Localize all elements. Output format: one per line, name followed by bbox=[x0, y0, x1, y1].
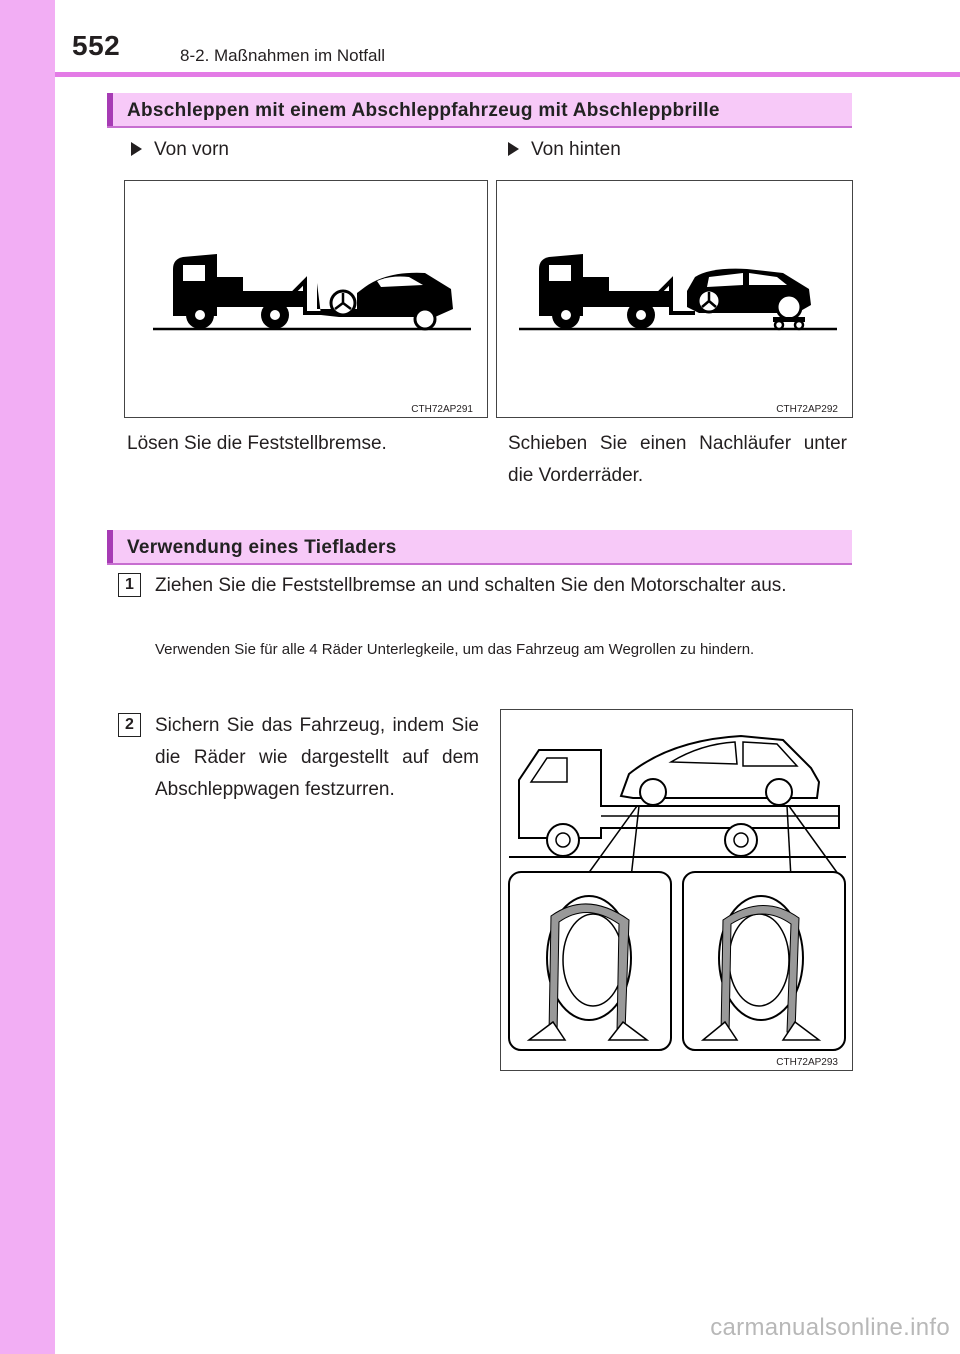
step-1-text: Ziehen Sie die Feststellbremse an und schalten Sie den Motorschalter aus. bbox=[155, 575, 787, 596]
figure-tow-front bbox=[124, 180, 488, 418]
caption-front: Lösen Sie die Feststellbremse. bbox=[127, 433, 387, 454]
section-heading-towing-dolly bbox=[107, 93, 852, 128]
section-heading-text: Verwendung eines Tiefladers bbox=[127, 537, 397, 558]
step-number-2: 2 bbox=[118, 713, 141, 737]
step-number-1: 1 bbox=[118, 573, 141, 597]
label-from-rear bbox=[508, 139, 621, 161]
triangle-bullet-icon bbox=[508, 142, 519, 156]
figure-tow-rear bbox=[496, 180, 853, 418]
tow-rear-illustration bbox=[497, 181, 854, 419]
flatbed-illustration bbox=[501, 710, 854, 1072]
label-from-front bbox=[131, 139, 229, 161]
step-2-text: Sichern Sie das Fahrzeug, indem Sie die Räder wie dargestellt auf dem Abschleppwagen festzurren. bbox=[155, 715, 479, 800]
figure-flatbed bbox=[500, 709, 853, 1071]
caption-rear: Schieben Sie einen Nachläufer unter die Vorderräder. bbox=[508, 433, 847, 486]
side-bar bbox=[0, 0, 55, 1354]
section-label: 8-2. Maßnahmen im Notfall bbox=[180, 46, 386, 65]
triangle-bullet-icon bbox=[131, 142, 142, 156]
page-number: 552 bbox=[72, 30, 121, 61]
section-heading-text: Abschleppen mit einem Abschleppfahrzeug mit Abschleppbrille bbox=[127, 100, 720, 121]
watermark: carmanualsonline.info bbox=[710, 1314, 950, 1341]
section-heading-flatbed bbox=[107, 530, 852, 565]
figure-code: CTH72AP292 bbox=[776, 404, 838, 415]
label-text: Von hinten bbox=[531, 139, 621, 160]
label-text: Von vorn bbox=[154, 139, 229, 160]
header-line bbox=[55, 72, 960, 77]
step-1-note: Verwenden Sie für alle 4 Räder Unterlegkeile, um das Fahrzeug am Wegrollen zu hindern. bbox=[155, 641, 755, 658]
tow-front-illustration bbox=[125, 181, 489, 419]
figure-code: CTH72AP293 bbox=[776, 1057, 838, 1068]
figure-code: CTH72AP291 bbox=[411, 404, 473, 415]
